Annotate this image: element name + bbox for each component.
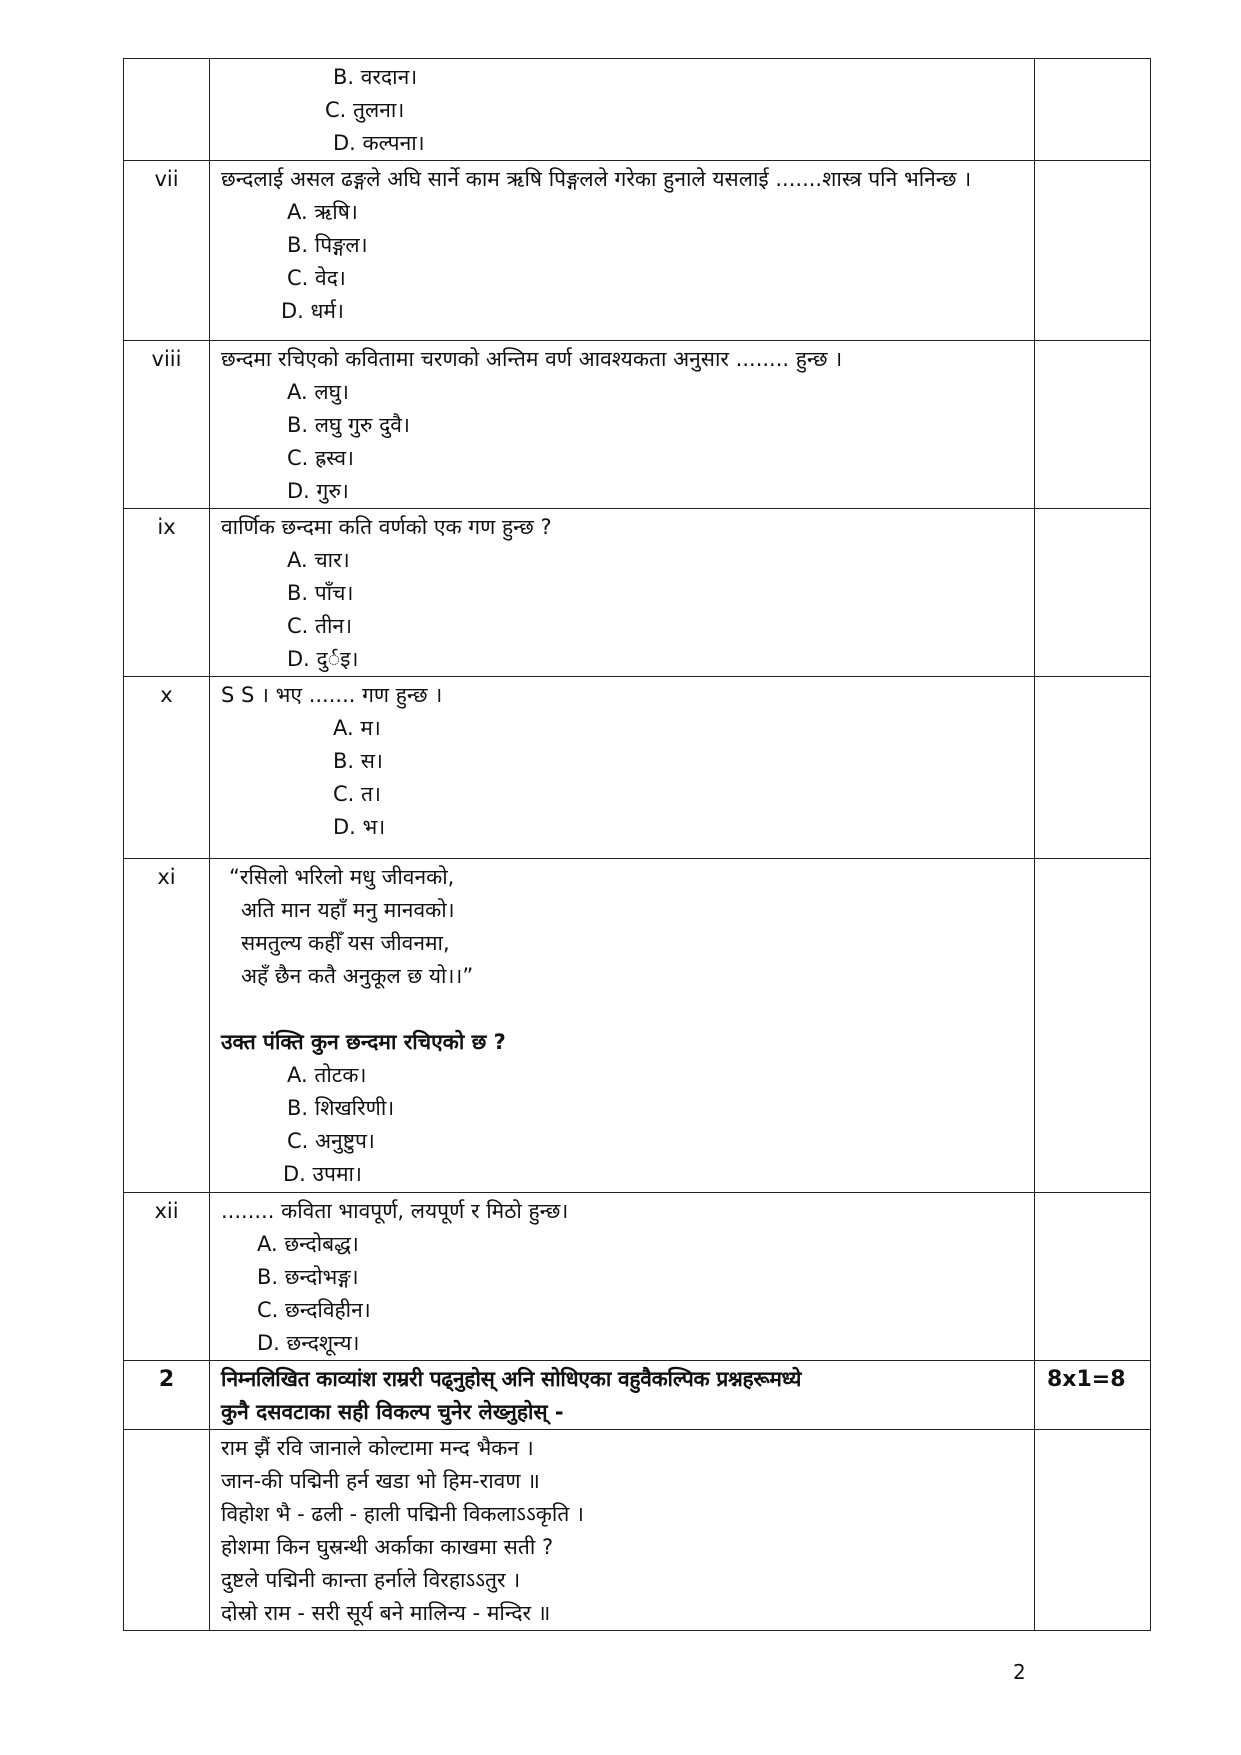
instruction-text: निम्नलिखित काव्यांश राम्ररी पढ्नुहोस् अनि सोधिएका वहुवैकल्पिक प्रश्नहरूमध्ये	[221, 1367, 802, 1391]
option: A. ऋषि।	[287, 200, 358, 224]
marks-cell	[1035, 509, 1151, 677]
instruction-text: कुनै दसवटाका सही विकल्प चुनेर लेख्नुहोस् -	[221, 1400, 564, 1424]
question-number: xi	[124, 859, 210, 1193]
question-text: छन्दलाई असल ढङ्गले अघि सार्ने काम ऋषि पिङ्गलले गरेका हुनाले यसलाई .......शास्त्र पनि भनिन्छ ।	[221, 167, 972, 191]
marks-cell	[1035, 161, 1151, 341]
question-number: viii	[124, 341, 210, 509]
question-number: xii	[124, 1193, 210, 1361]
question-number	[124, 59, 210, 161]
question-text: वार्णिक छन्दमा कति वर्णको एक गण हुन्छ ?	[221, 515, 552, 539]
option: A. छन्दोबद्ध।	[257, 1232, 359, 1256]
question-body	[210, 341, 1035, 509]
question-body	[210, 1193, 1035, 1361]
option: B. छन्दोभङ्ग।	[257, 1265, 359, 1289]
question-body	[210, 509, 1035, 677]
poem-line: दोस्रो राम - सरी सूर्य बने मालिन्य - मन्दिर ॥	[221, 1601, 551, 1625]
table-row	[124, 509, 1151, 677]
table-row	[124, 161, 1151, 341]
option: B. लघु गुरु दुवै।	[287, 413, 410, 437]
option: D. छन्दशून्य।	[257, 1331, 360, 1355]
marks-cell	[1035, 1193, 1151, 1361]
marks-cell	[1035, 1430, 1151, 1631]
question-number: 2	[124, 1361, 210, 1430]
marks-cell: 8x1=8	[1035, 1361, 1151, 1430]
option: A. लघु।	[287, 380, 349, 404]
option: A. म।	[333, 716, 381, 740]
question-number	[124, 1430, 210, 1631]
poem-line: जान-की पद्मिनी हर्न खडा भो हिम-रावण ॥	[221, 1469, 540, 1493]
marks-cell	[1035, 859, 1151, 1193]
option: C. तीन।	[287, 614, 353, 638]
question-body	[210, 859, 1035, 1193]
page-number: 2	[1013, 1660, 1026, 1684]
option: C. अनुष्टुप।	[287, 1129, 375, 1153]
verse-line: समतुल्य कहीँ यस जीवनमा,	[241, 931, 450, 955]
poem-body	[210, 1430, 1035, 1631]
option: C. छन्दविहीन।	[257, 1298, 371, 1322]
option: B. स।	[333, 749, 383, 773]
option: D. भ।	[333, 815, 386, 839]
option: C. तुलना।	[325, 98, 405, 122]
table-row	[124, 1193, 1151, 1361]
question-number: ix	[124, 509, 210, 677]
poem-line: राम झैं रवि जानाले कोल्टामा मन्द भैकन ।	[221, 1436, 534, 1460]
question-text: ........ कविता भावपूर्ण, लयपूर्ण र मिठो हुन्छ।	[221, 1199, 569, 1223]
option: C. ह्रस्व।	[287, 446, 354, 470]
option: D. कल्पना।	[333, 131, 425, 155]
option: C. वेद।	[287, 266, 346, 290]
option: A. चार।	[287, 548, 350, 572]
poem-line: दुष्टले पद्मिनी कान्ता हर्नाले विरहाऽऽतुर ।	[221, 1568, 521, 1592]
table-row	[124, 677, 1151, 859]
poem-line: विहोश भै - ढली - हाली पद्मिनी विकलाऽऽकृति ।	[221, 1502, 584, 1526]
question-body	[210, 1361, 1035, 1430]
option: C. त।	[333, 782, 381, 806]
marks-cell	[1035, 341, 1151, 509]
option: D. धर्म।	[281, 299, 344, 323]
verse-line: अति मान यहाँ मनु मानवको।	[241, 898, 455, 922]
verse-line: “रसिलो भरिलो मधु जीवनको,	[229, 865, 455, 889]
option: B. पाँच।	[287, 581, 354, 605]
question-text: उक्त पंक्ति कुन छन्दमा रचिएको छ ?	[221, 1030, 506, 1054]
verse-line: अहँ छैन कतै अनुकूल छ यो।।”	[241, 964, 474, 988]
option: B. शिखरिणी।	[287, 1096, 395, 1120]
option: D. उपमा।	[283, 1162, 362, 1186]
option: B. पिङ्गल।	[287, 233, 368, 257]
option: D. गुरु।	[287, 479, 349, 503]
table-row	[124, 1430, 1151, 1631]
marks-cell	[1035, 677, 1151, 859]
table-row	[124, 59, 1151, 161]
marks-cell	[1035, 59, 1151, 161]
question-table	[123, 58, 1151, 1631]
question-number: vii	[124, 161, 210, 341]
option: D. दुर्इ।	[287, 647, 359, 671]
question-text: छन्दमा रचिएको कवितामा चरणको अन्तिम वर्ण आवश्यकता अनुसार ........ हुन्छ ।	[221, 347, 843, 371]
poem-line: होशमा किन घुस्रन्थी अर्काका काखमा सती ?	[221, 1535, 554, 1559]
table-row	[124, 1361, 1151, 1430]
option: B. वरदान।	[333, 65, 418, 89]
question-number: x	[124, 677, 210, 859]
table-row	[124, 859, 1151, 1193]
question-body	[210, 677, 1035, 859]
question-text: S S । भए ....... गण हुन्छ ।	[221, 683, 443, 707]
question-body	[210, 161, 1035, 341]
option: A. तोटक।	[287, 1063, 367, 1087]
question-body	[210, 59, 1035, 161]
table-row	[124, 341, 1151, 509]
